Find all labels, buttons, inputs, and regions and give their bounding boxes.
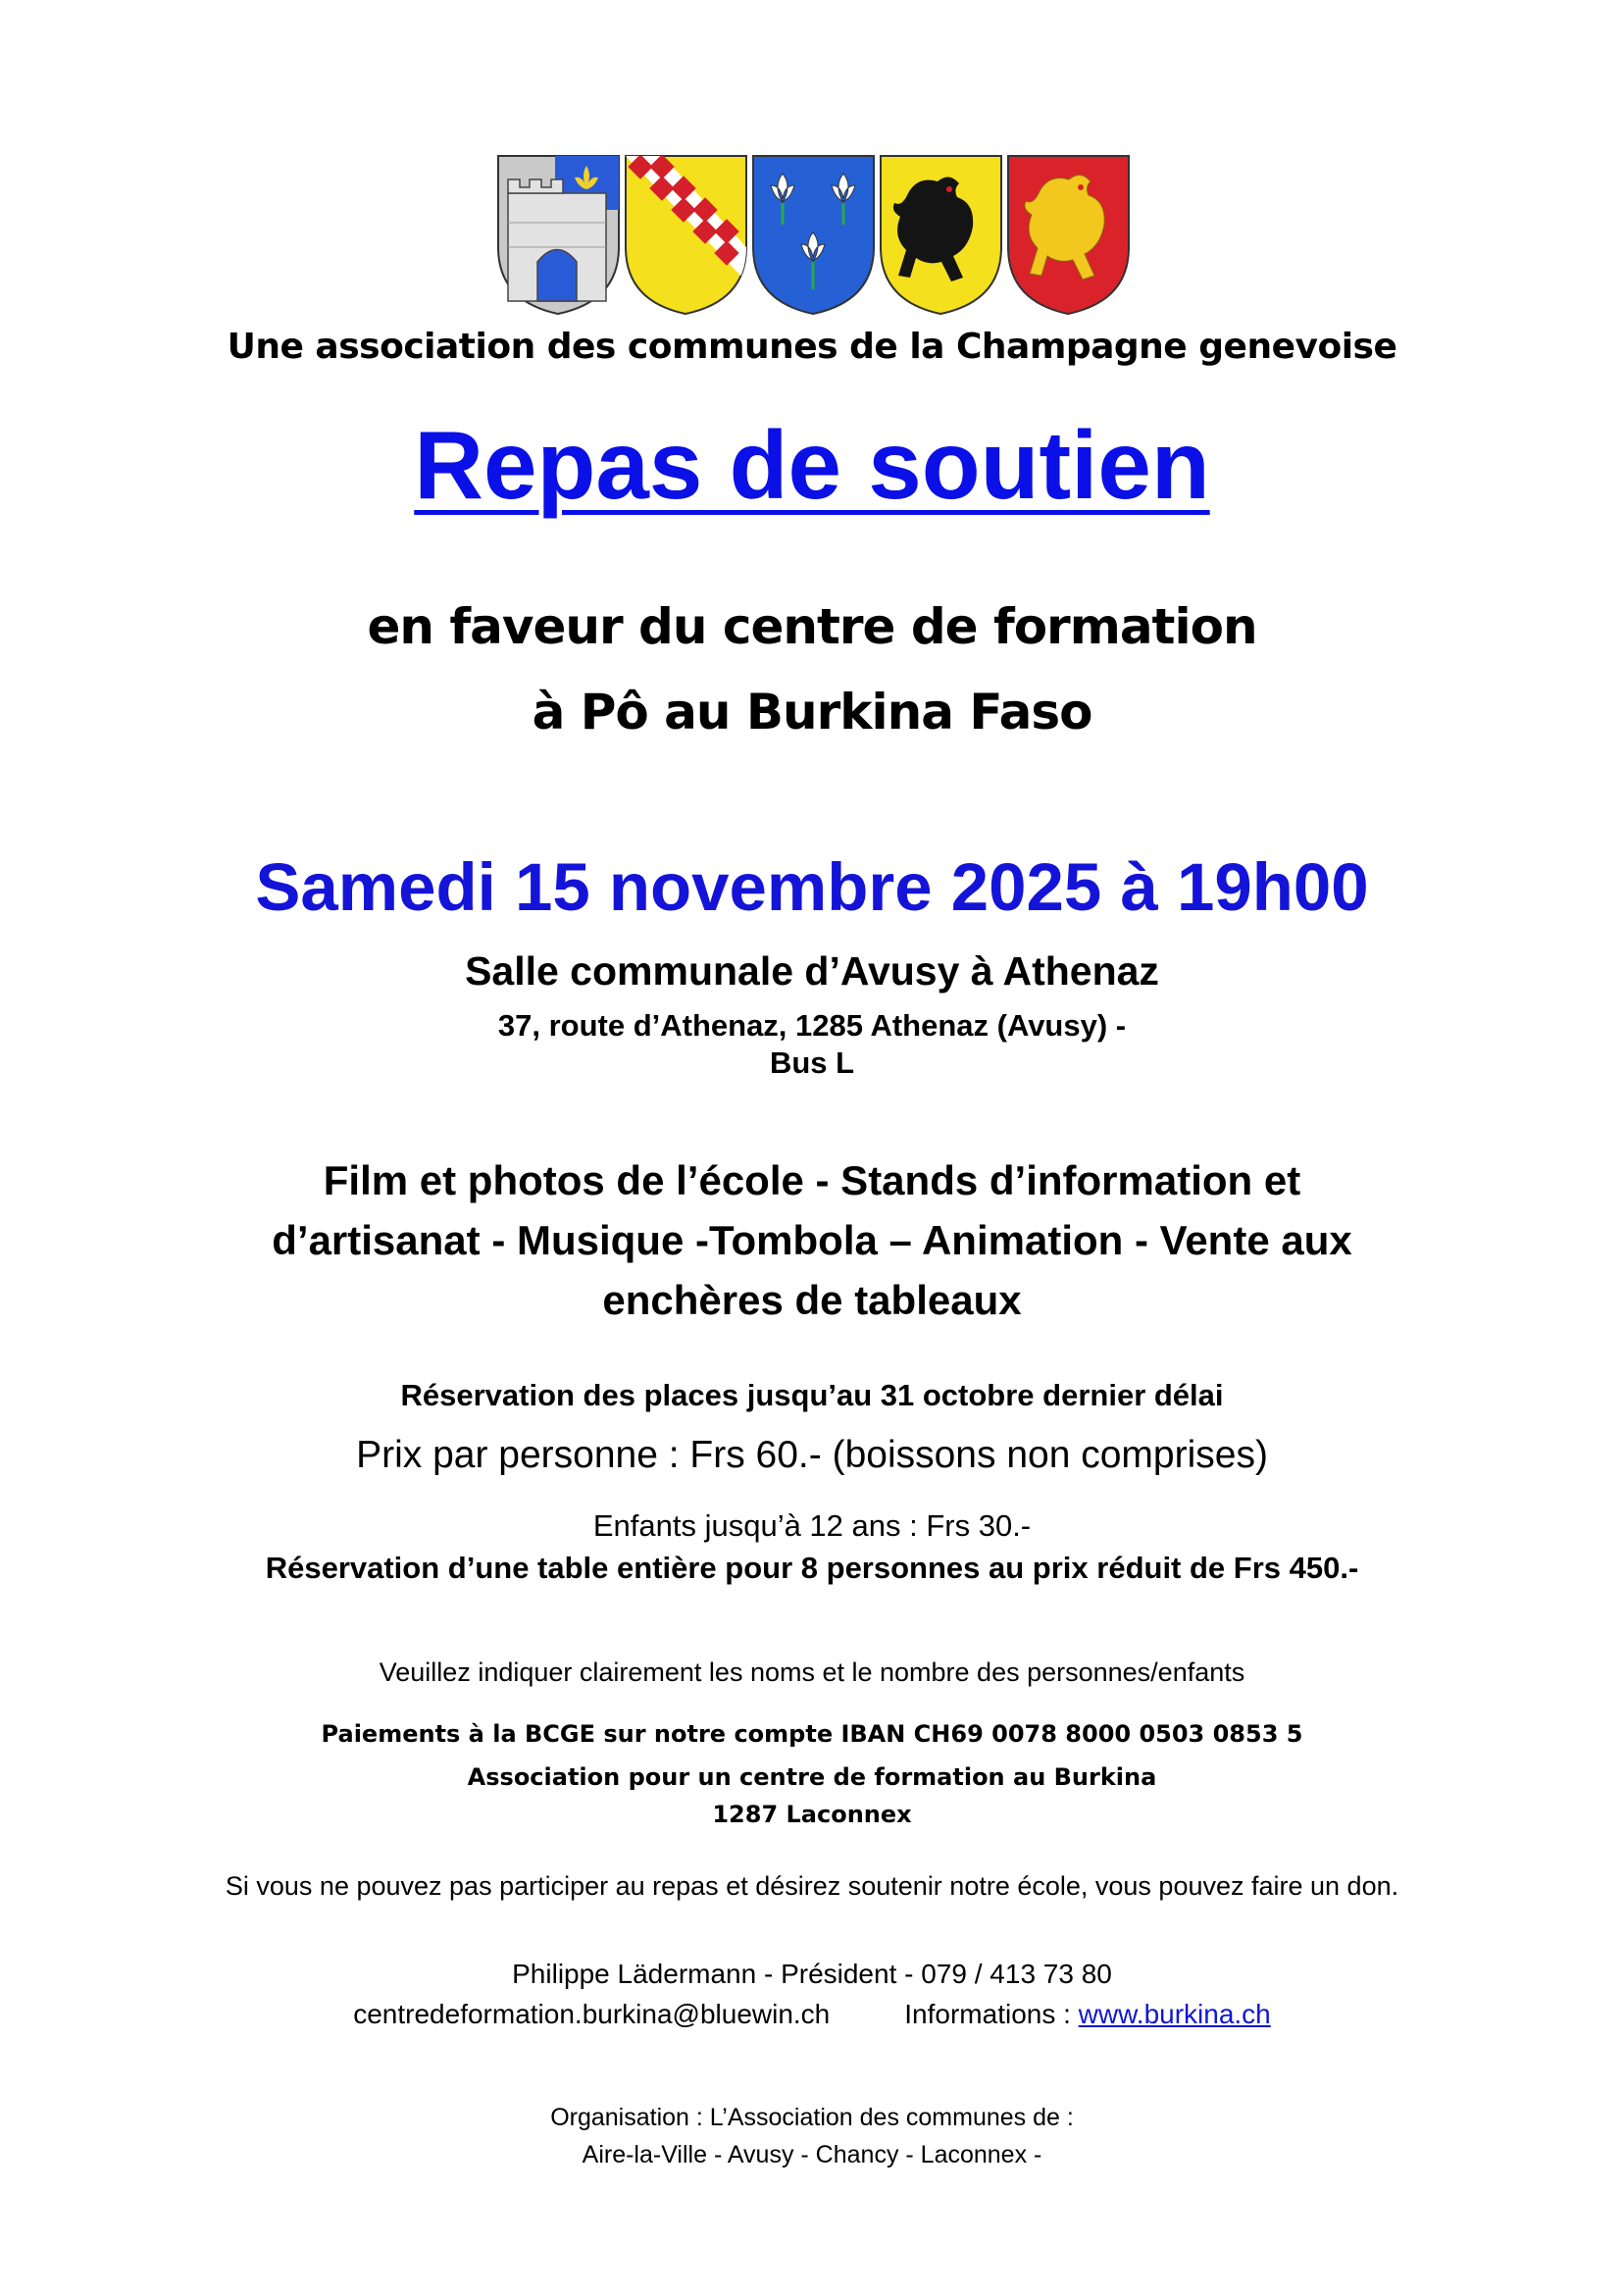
title-text: Repas de soutien xyxy=(414,411,1210,519)
payment-association: Association pour un centre de formation au Burkina xyxy=(467,1763,1157,1791)
booking-deadline: Réservation des places jusqu’au 31 octobre dernier délai xyxy=(400,1378,1224,1412)
contact-email[interactable]: centredeformation.burkina@bluewin.ch xyxy=(353,1999,831,2029)
payment-iban: Paiements à la BCGE sur notre compte IBAN CH69 0078 8000 0503 0853 5 xyxy=(321,1720,1303,1748)
subtitle-line-2: à Pô au Burkina Faso xyxy=(532,684,1092,740)
contact-info-label: Informations : xyxy=(904,1999,1079,2029)
event-date: Samedi 15 novembre 2025 à 19h00 xyxy=(255,849,1369,925)
booking-note: Veuillez indiquer clairement les noms et le nombre des personnes/enfants xyxy=(379,1657,1245,1687)
program-line-2: d’artisanat - Musique -Tombola – Animation - Vente aux xyxy=(272,1217,1352,1263)
contact-line xyxy=(0,1999,1624,2030)
association-heading: Une association des communes de la Champagne genevoise xyxy=(227,327,1397,367)
donation-text: Si vous ne pouvez pas participer au repas et désirez soutenir notre école, vous pouvez faire un don. xyxy=(225,1871,1399,1901)
crests-row xyxy=(496,154,1134,316)
crest-chancy xyxy=(879,154,1003,316)
booking-price: Prix par personne : Frs 60.- (boissons non comprises) xyxy=(356,1434,1268,1476)
contact-president: Philippe Lädermann - Président - 079 / 413 73 80 xyxy=(512,1959,1112,1989)
event-address-line-1: 37, route d’Athenaz, 1285 Athenaz (Avusy) - xyxy=(497,1008,1127,1043)
event-address-line-2: Bus L xyxy=(769,1045,855,1080)
organisation-line-2: Aire-la-Ville - Avusy - Chancy - Laconnex - xyxy=(582,2141,1042,2168)
event-venue: Salle communale d’Avusy à Athenaz xyxy=(465,948,1159,994)
booking-table-offer: Réservation d’une table entière pour 8 personnes au prix réduit de Frs 450.- xyxy=(265,1551,1359,1585)
crest-aire-la-ville xyxy=(496,154,621,316)
page-title xyxy=(0,410,1624,521)
crest-cartigny xyxy=(751,154,876,316)
website-link[interactable]: www.burkina.ch xyxy=(1078,1999,1271,2029)
program-line-3: enchères de tableaux xyxy=(602,1277,1022,1323)
payment-address: 1287 Laconnex xyxy=(712,1801,912,1828)
organisation-line-1: Organisation : L’Association des communes de : xyxy=(550,2104,1074,2131)
booking-children-price: Enfants jusqu’à 12 ans : Frs 30.- xyxy=(592,1508,1032,1543)
crest-avusy xyxy=(624,154,748,316)
program-line-1: Film et photos de l’école - Stands d’information et xyxy=(323,1157,1301,1203)
crest-laconnex xyxy=(1006,154,1131,316)
subtitle-line-1: en faveur du centre de formation xyxy=(367,598,1257,655)
